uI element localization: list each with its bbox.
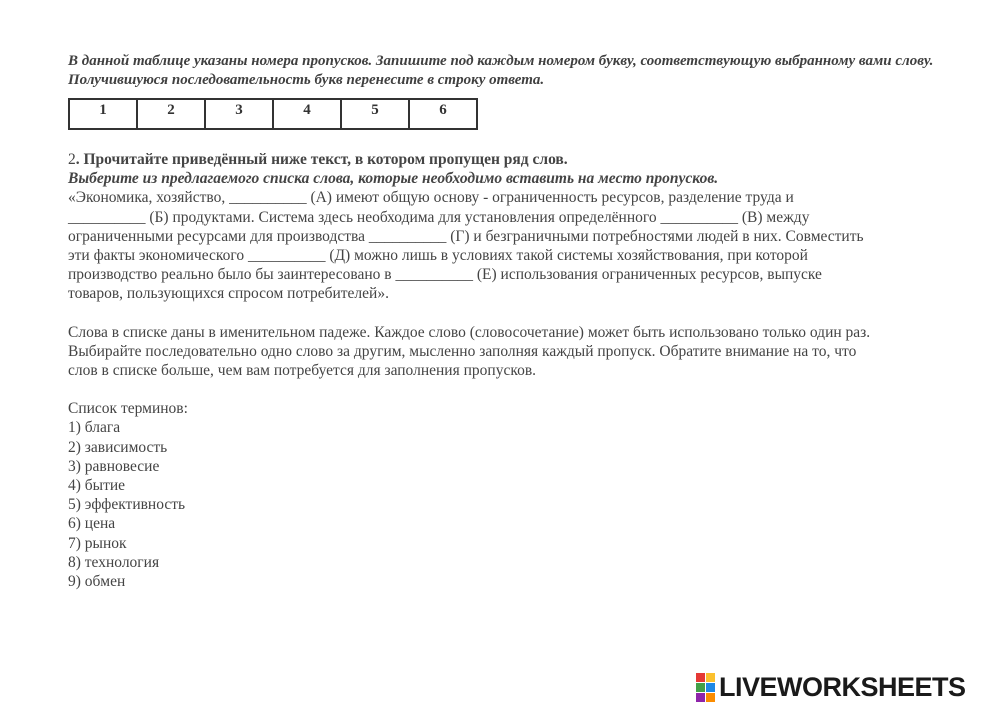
task-number: 2 bbox=[68, 151, 76, 168]
table-cell: 3 bbox=[205, 99, 273, 129]
text-line: товаров, пользующихся спросом потребителей». bbox=[68, 285, 389, 303]
list-item: 7) рынок bbox=[68, 534, 127, 552]
task-text bbox=[68, 188, 948, 303]
table-cell: 6 bbox=[409, 99, 477, 129]
table-cell: 1 bbox=[69, 99, 137, 129]
task-heading bbox=[68, 150, 948, 169]
text-line: эти факты экономического __________ (Д) можно лишь в условиях такой системы хозяйствования, при которой bbox=[68, 247, 808, 265]
list-item: 4) бытие bbox=[68, 477, 126, 495]
text-line: __________ (Б) продуктами. Система здесь необходима для установления определённого __________ (В) между bbox=[68, 208, 810, 226]
rules-line: Выбирайте последовательно одно слово за другим, мысленно заполняя каждый пропуск. Обратите внимание на то, что bbox=[68, 342, 857, 360]
text-line: ограниченными ресурсами для производства __________ (Г) и безграничными потребностями людей в них. Совместить bbox=[68, 227, 864, 245]
text-line: «Экономика, хозяйство, __________ (А) имеют общую основу - ограниченность ресурсов, разделение труда и bbox=[68, 189, 794, 207]
rules-line: Слова в списке даны в именительном падеже. Каждое слово (словосочетание) может быть использовано только один раз. bbox=[68, 323, 871, 341]
list-item: 6) цена bbox=[68, 515, 116, 533]
task-rules bbox=[68, 323, 948, 381]
list-item: 1) блага bbox=[68, 419, 121, 437]
list-item: 8) технология bbox=[68, 553, 160, 571]
text-line: производство реально было бы заинтересовано в __________ (Е) использования ограниченных ресурсов, выпуске bbox=[68, 266, 822, 284]
terms-list bbox=[68, 418, 948, 591]
task-heading-text: . Прочитайте приведённый ниже текст, в котором пропущен ряд слов. bbox=[75, 151, 568, 168]
list-item: 9) обмен bbox=[68, 573, 126, 591]
list-item: 3) равновесие bbox=[68, 457, 160, 475]
list-item: 2) зависимость bbox=[68, 438, 168, 456]
table-cell: 5 bbox=[341, 99, 409, 129]
answer-number-table bbox=[68, 98, 478, 130]
task-subheading: Выберите из предлагаемого списка слова, которые необходимо вставить на место пропусков. bbox=[68, 170, 719, 188]
logo-text: LIVEWORKSHEETS bbox=[719, 671, 966, 702]
logo-cubes-icon bbox=[696, 673, 715, 702]
terms-title: Список терминов: bbox=[68, 400, 188, 418]
rules-line: слов в списке больше, чем вам потребуется для заполнения пропусков. bbox=[68, 362, 537, 380]
liveworksheets-logo bbox=[696, 672, 966, 702]
table-cell: 2 bbox=[137, 99, 205, 129]
list-item: 5) эффективность bbox=[68, 496, 186, 514]
table-cell: 4 bbox=[273, 99, 341, 129]
instruction-text: В данной таблице указаны номера пропусков. Запишите под каждым номером букву, соответствующую выбранному вами слову. Получившуюся последовательность букв перенесите в строку ответа. bbox=[68, 53, 934, 88]
task-2 bbox=[68, 150, 948, 591]
